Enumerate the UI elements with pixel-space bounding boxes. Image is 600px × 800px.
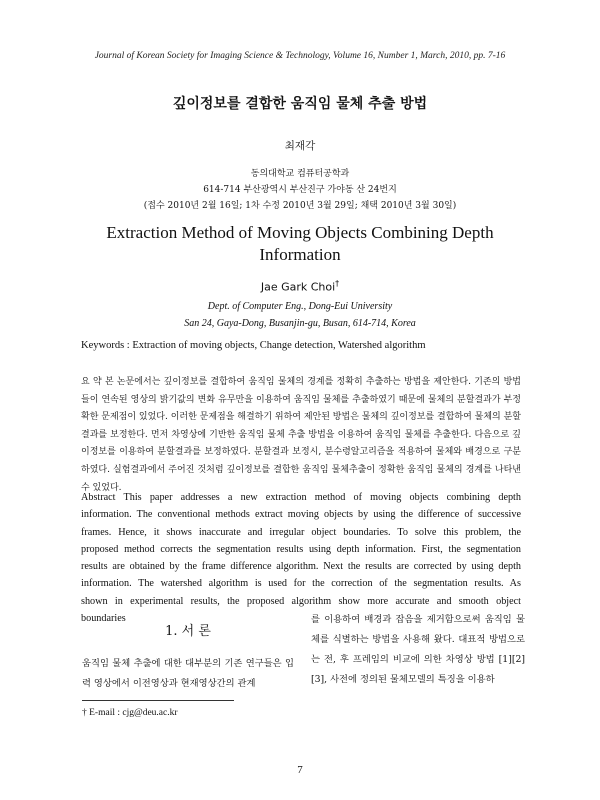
abstract-line: information. The watershed algorithm is used for the correction of the segmentation results. As [81, 578, 521, 590]
abstract-line: results are obtained by the frame difference algorithm. Next the results are corrected by using depth [81, 561, 521, 573]
abstract-line: boundaries [81, 613, 126, 625]
corresponding-author-mark: † [335, 279, 340, 288]
english-affiliation-address: San 24, Gaya-Dong, Busanjin-gu, Busan, 614-714, Korea [184, 318, 416, 329]
korean-title: 깊이정보를 결합한 움직임 물체 추출 방법 [172, 96, 428, 112]
korean-affiliation-address: 614-714 부산광역시 부산진구 가야동 산 24번지 [203, 185, 397, 195]
abstract-line: frames. Hence, it shows inaccurate and irregular object boundaries. To solve this problem, the [81, 526, 521, 538]
korean-affiliation [0, 166, 600, 214]
abstract-line: Abstract This paper addresses a new extraction method of moving objects combining depth [81, 492, 521, 503]
footnote-divider [82, 700, 234, 701]
english-affiliation-dept: Dept. of Computer Eng., Dong-Eui University [207, 301, 393, 312]
keywords: Keywords : Extraction of moving objects, Change detection, Watershed algorithm [81, 340, 426, 351]
abstract-line: shown in experimental results, the proposed algorithm show more accurate and smooth object [81, 595, 521, 607]
section-heading: 1. 서 론 [165, 624, 211, 639]
footnote-email: † E-mail : cjg@deu.ac.kr [82, 708, 178, 718]
english-author [0, 279, 600, 294]
english-author-name: Jae Gark Choi [260, 280, 336, 294]
page-number: 7 [297, 764, 303, 776]
english-title [0, 222, 600, 266]
english-abstract [81, 489, 521, 627]
korean-affiliation-dept: 동의대학교 컴퓨터공학과 [250, 169, 350, 179]
journal-header: Journal of Korean Society for Imaging Science & Technology, Volume 16, Number 1, March, 2010, pp. 7-16 [94, 51, 506, 61]
korean-affiliation-dates: (접수 2010년 2월 16일; 1차 수정 2010년 3월 29일; 채택 2010년 3월 30일) [143, 201, 457, 211]
body-left-column: 움직임 물체 추출에 대한 대부분의 기존 연구들은 입력 영상에서 이전영상과 현재영상간의 관계 [82, 658, 294, 689]
korean-author: 최재각 [284, 140, 316, 152]
english-title-line: Information [259, 245, 341, 264]
abstract-line: proposed method corrects the segmentation results using depth information. First, the segmentation [81, 543, 521, 555]
abstract-line: information. The conventional methods extract moving objects by using the difference of successive [81, 509, 521, 521]
english-title-line: Extraction Method of Moving Objects Combining Depth [106, 223, 494, 242]
body-right-column: 를 이용하여 배경과 잡음을 제거함으로써 움직임 물체를 식별하는 방법을 사용해 왔다. 대표적 방법으로는 전, 후 프레임의 비교에 의한 차영상 방법 [1][2][3], 사전에 정의된 물체모델의 특징을 이용하 [311, 614, 525, 685]
english-affiliation [0, 298, 600, 332]
korean-abstract: 요 약 본 논문에서는 깊이정보를 결합하여 움직임 물체의 경계를 정확히 추출하는 방법을 제안한다. 기존의 방법들이 연속된 영상의 밝기값의 변화 유무만을 이용하여 움직임 물체를 추출하였기 때문에 물체의 분할결과가 부정확한 문제점이 있었다. 이러한 문제점을 해결하기 위하여 제안된 방법은 물체의 깊이정보를 결합하여 물체의 분할결과를 보정한다. 먼저 차영상에 기반한 움직임 물체 추출 방법을 이용하여 움직임 물체를 추출한다. 다음으로 깊이정보를 이용하여 분할결과를 보정하였다. 분할결과 보정시, 분수령알고리즘을 적용하여 물체와 배경으로 구분하였다. 실험결과에서 주어진 것처럼 깊이정보를 결합한 움직임 물체추출이 정확한 움직임 물체의 경계를 나타낸 수 있었다. [81, 377, 521, 493]
